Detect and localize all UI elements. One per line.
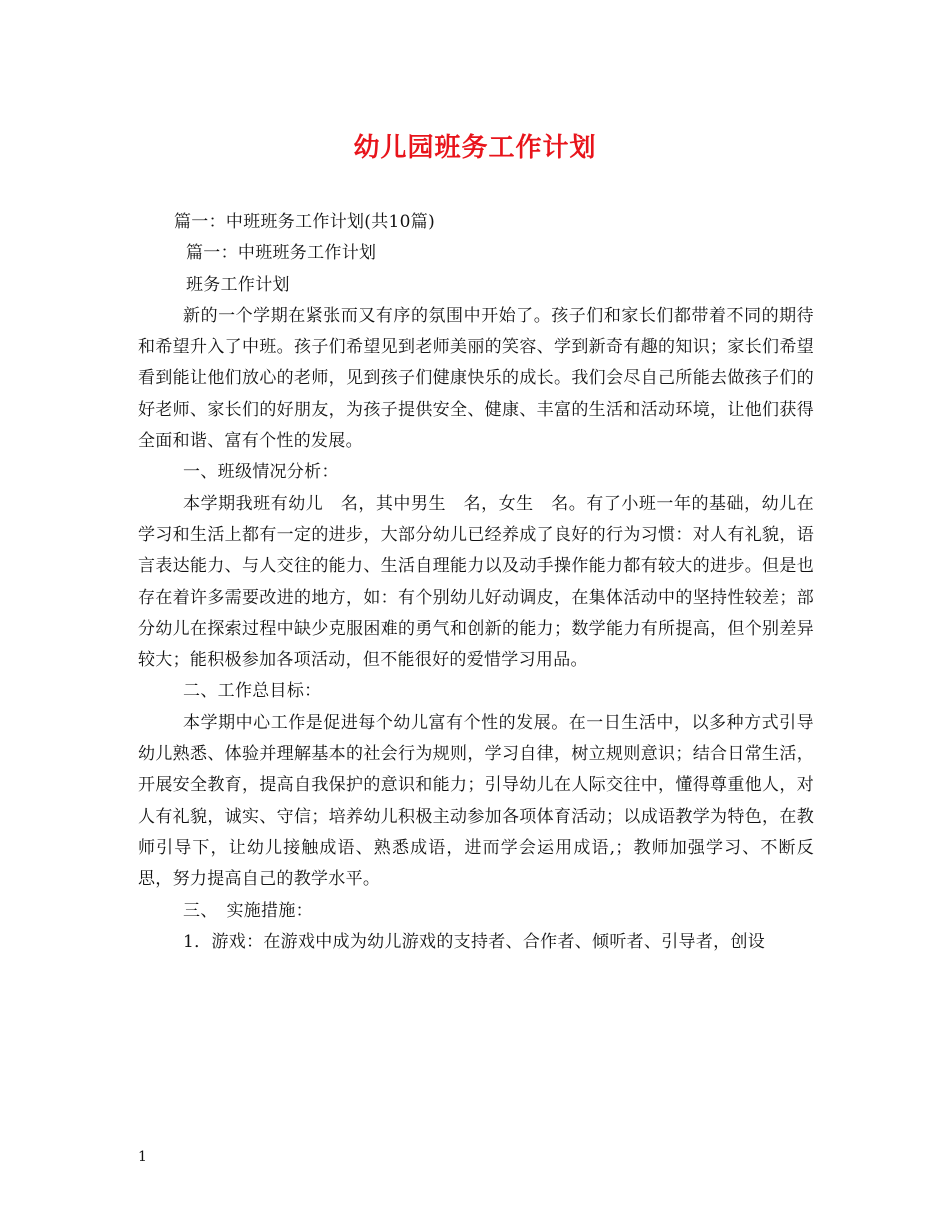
heading-class-analysis: 一、班级情况分析：: [183, 462, 339, 483]
document-title: 幼儿园班务工作计划: [353, 133, 597, 163]
heading-measures: 三、 实施措施：: [183, 900, 313, 921]
section-heading-sub: 篇一：中班班务工作计划: [186, 243, 377, 264]
section-heading-plan: 班务工作计划: [186, 274, 290, 295]
paragraph-measure-games: 1．游戏：在游戏中成为幼儿游戏的支持者、合作者、倾听者、引导者，创设: [183, 931, 766, 952]
heading-overall-goals: 二、工作总目标：: [183, 681, 322, 702]
paragraph-overall-goals: 本学期中心工作是促进每个幼儿富有个性的发展。在一日生活中，以多种方式引导幼儿熟悉、体验并理解基本的社会行为规则，学习自律，树立规则意识；结合日常生活，开展安全教育，提高自我保护的意识和能力；引导幼儿在人际交往中，懂得尊重他人，对人有礼貌，诚实、守信；培养幼儿积极主动参加各项体育活动；以成语教学为特色，在教师引导下，让幼儿接触成语、熟悉成语，进而学会运用成语,；教师加强学习、不断反思，努力提高自己的教学水平。: [138, 712, 814, 890]
section-heading-chapter: 篇一：中班班务工作计划(共10篇): [174, 212, 435, 232]
paragraph-class-analysis: 本学期我班有幼儿 名，其中男生 名，女生 名。有了小班一年的基础，幼儿在学习和生活上都有一定的进步，大部分幼儿已经养成了良好的行为习惯：对人有礼貌，语言表达能力、与人交往的能力、生活自理能力以及动手操作能力都有较大的进步。但是也存在着许多需要改进的地方，如：有个别幼儿好动调皮，在集体活动中的坚持性较差；部分幼儿在探索过程中缺少克服困难的勇气和创新的能力；数学能力有所提高，但个别差异较大；能积极参加各项活动，但不能很好的爱惜学习用品。: [138, 493, 814, 671]
document-body: [138, 207, 814, 958]
page-number: 1: [138, 1149, 147, 1165]
paragraph-intro: 新的一个学期在紧张而又有序的氛围中开始了。孩子们和家长们都带着不同的期待和希望升入了中班。孩子们希望见到老师美丽的笑容、学到新奇有趣的知识；家长们希望看到能让他们放心的老师，见到孩子们健康快乐的成长。我们会尽自己所能去做孩子们的好老师、家长们的好朋友，为孩子提供安全、健康、丰富的生活和活动环境，让他们获得全面和谐、富有个性的发展。: [138, 305, 814, 452]
